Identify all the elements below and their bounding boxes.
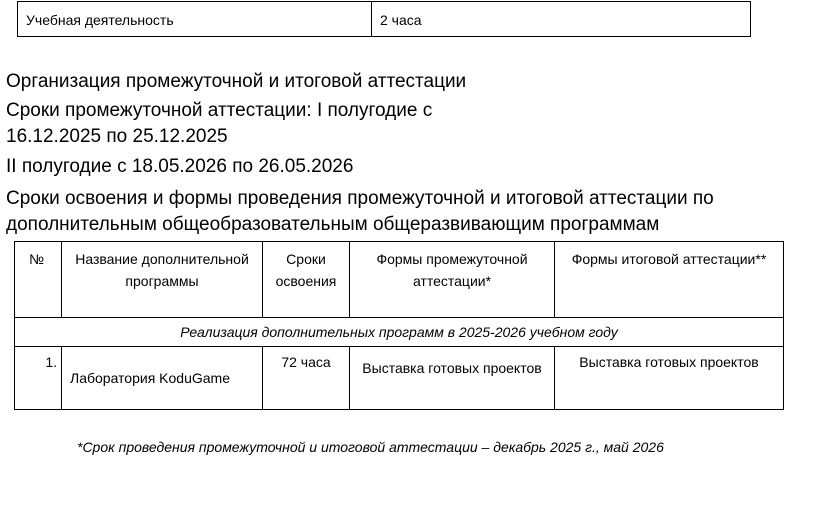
section-title: Реализация дополнительных программ в 2025-2026 учебном году xyxy=(15,318,784,347)
second-half-dates: II полугодие с 18.05.2026 по 26.05.2026 xyxy=(6,156,354,177)
summary-label: Учебная деятельность xyxy=(18,2,372,36)
section-heading: Организация промежуточной и итоговой аттестации xyxy=(6,71,467,92)
footnote: *Срок проведения промежуточной и итоговой аттестации – декабрь 2025 г., май 2026 xyxy=(77,439,664,455)
header-number: № xyxy=(15,242,62,318)
header-intermediate-form: Формы промежуточной аттестации* xyxy=(350,242,555,318)
row-program-name: Лаборатория KoduGame xyxy=(62,347,263,410)
programs-table xyxy=(14,241,784,410)
row-term: 72 часа xyxy=(263,347,350,410)
header-program-name: Название дополнительной программы xyxy=(62,242,263,318)
intermediate-dates-line-2: 16.12.2025 по 25.12.2025 xyxy=(6,126,228,147)
row-number: 1. xyxy=(15,347,62,410)
table-caption-line-1: Сроки освоения и формы проведения промежуточной и итоговой аттестации по xyxy=(6,188,714,209)
intermediate-dates-line-1: Сроки промежуточной аттестации: I полугодие с xyxy=(6,100,433,121)
table-caption-line-2: дополнительным общеобразовательным общеразвивающим программам xyxy=(6,214,660,235)
header-term: Сроки освоения xyxy=(263,242,350,318)
table-header-row xyxy=(15,242,784,318)
table-row xyxy=(15,347,784,410)
table-section-row xyxy=(15,318,784,347)
summary-table xyxy=(17,1,751,37)
row-intermediate-form: Выставка готовых проектов xyxy=(350,347,555,410)
row-final-form: Выставка готовых проектов xyxy=(555,347,784,410)
summary-value: 2 часа xyxy=(380,12,422,28)
header-final-form: Формы итоговой аттестации** xyxy=(555,242,784,318)
